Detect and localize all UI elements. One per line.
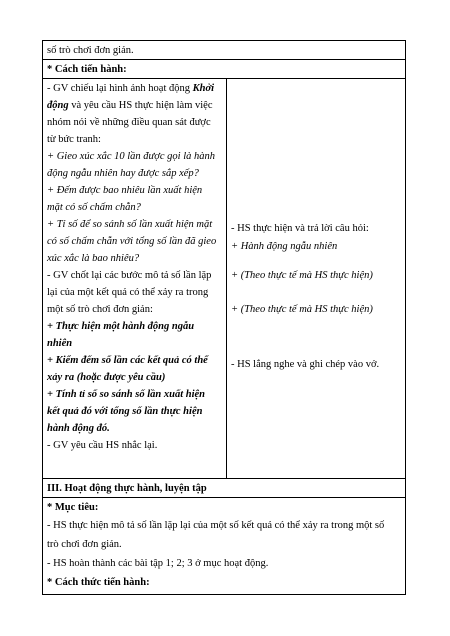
question-line-1: + Gieo xúc xắc 10 lần được gọi là hành — [47, 151, 216, 162]
step-line-3: + Kiểm đếm số lần các kết quả có thể — [47, 355, 208, 366]
left-line-3: nhóm nói về những điều quan sát được — [47, 117, 211, 128]
student-response-1: - HS thực hiện và trả lời câu hỏi: — [231, 223, 369, 234]
question-line-7: xúc xắc là bao nhiêu? — [47, 253, 140, 264]
question-line-3: + Đếm được bao nhiêu lần xuất hiện — [47, 185, 203, 196]
objective-line-2: trò chơi đơn giản. — [47, 539, 122, 550]
objective-line-1: - HS thực hiện mô tả số lần lặp lại của một số kết quả có thể xảy ra trong một số — [47, 520, 385, 531]
lesson-table — [42, 40, 406, 595]
question-line-5: + Tỉ số để so sánh số lần xuất hiện mặt — [47, 219, 213, 230]
summary-line-2: lại của một kết quả có thể xảy ra trong — [47, 287, 209, 298]
left-line-2: động và yêu cầu HS thực hiện làm việc — [47, 100, 213, 111]
student-response-2: + Hành động ngẫu nhiên — [231, 241, 338, 252]
step-line-1: + Thực hiện một hành động ngẫu — [47, 321, 195, 332]
recap-line: - GV yêu cầu HS nhắc lại. — [47, 440, 158, 451]
intro-end-text: số trò chơi đơn giản. — [47, 45, 134, 56]
student-response-4: + (Theo thực tế mà HS thực hiện) — [231, 304, 373, 315]
row-divider — [43, 497, 405, 498]
objective-line-3: - HS hoàn thành các bài tập 1; 2; 3 ở mục hoạt động. — [47, 558, 269, 569]
left-line-1: - GV chiếu lại hình ảnh hoạt động Khởi — [47, 83, 215, 94]
step-line-4: xảy ra (hoặc được yêu cầu) — [47, 372, 166, 383]
step-line-7: hành động đó. — [47, 423, 110, 434]
objective-heading: * Mục tiêu: — [47, 502, 99, 513]
step-line-5: + Tính tỉ số so sánh số lần xuất hiện — [47, 389, 205, 400]
summary-line-3: một số trò chơi đơn giản: — [47, 304, 153, 315]
question-line-4: mặt có số chấm chẵn? — [47, 202, 141, 213]
row-divider — [43, 78, 405, 79]
question-line-2: động ngẫu nhiên hay được sắp xếp? — [47, 168, 199, 179]
question-line-6: có số chấm chẵn với tổng số lần đã gieo — [47, 236, 217, 247]
column-divider — [226, 78, 227, 478]
summary-line-1: - GV chốt lại các bước mô tả số lần lặp — [47, 270, 212, 281]
step-line-6: kết quả đó với tổng số lần thực hiện — [47, 406, 203, 417]
step-line-2: nhiên — [47, 338, 73, 349]
method-heading: * Cách thức tiến hành: — [47, 577, 150, 588]
section-heading: III. Hoạt động thực hành, luyện tập — [47, 483, 207, 494]
procedure-heading: * Cách tiến hành: — [47, 64, 127, 75]
student-response-3: + (Theo thực tế mà HS thực hiện) — [231, 270, 373, 281]
row-divider — [43, 478, 405, 479]
left-line-4: từ bức tranh: — [47, 134, 101, 145]
student-response-5: - HS lắng nghe và ghi chép vào vở. — [231, 359, 380, 370]
row-divider — [43, 59, 405, 60]
